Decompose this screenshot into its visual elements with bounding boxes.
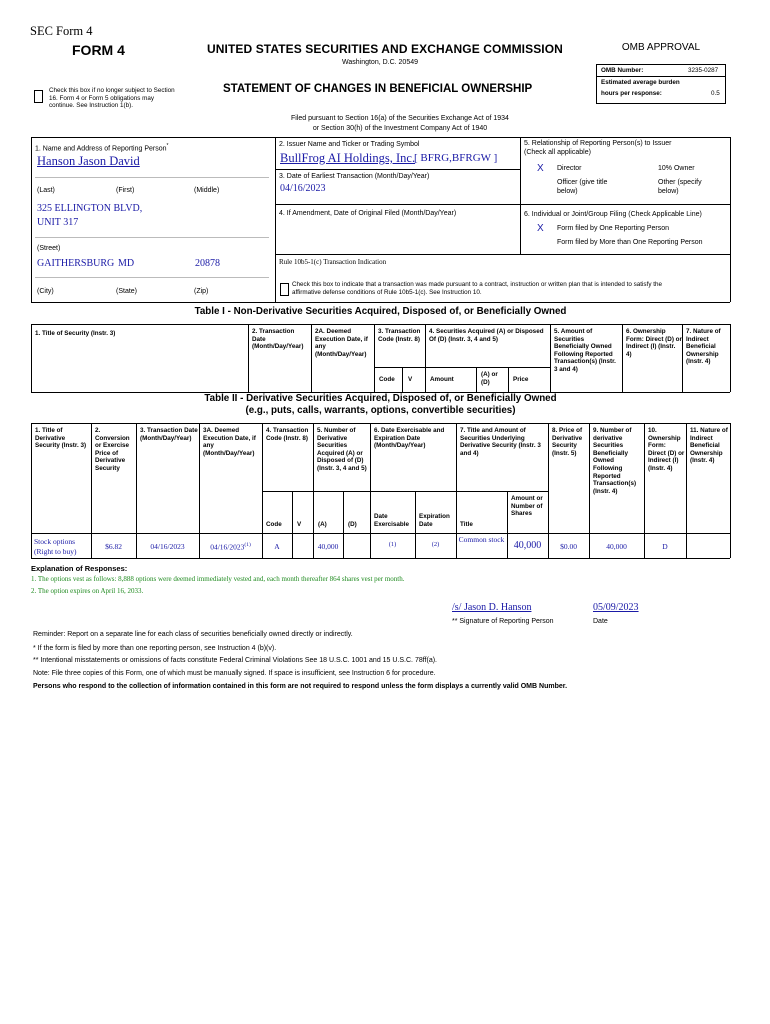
other-label-2: below) [658,187,679,195]
t2-a: (A) [318,521,327,528]
t2-h11: 11. Nature of Indirect Beneficial Ownership (Instr. 4) [690,427,728,465]
note-3: Note: File three copies of this Form, one of which must be manually signed. If space is insufficient, see Instruction 6 for procedure. [33,670,436,677]
table1-title: Table I - Non-Derivative Securities Acquired, Disposed of, or Beneficially Owned [194,306,567,317]
earliest-transaction-date: 04/16/2023 [280,183,326,194]
row-underlying-title: Common stock [458,535,505,544]
one-person-check[interactable]: X [537,223,544,234]
t2-h9: 9. Number of derivative Securities Beneficially Owned Following Reported Transaction(s) (Instr. 4) [593,427,637,495]
rule10b51-text-2: affirmative defense conditions of Rule 10b5-1(c). See Instruction 10. [292,288,482,296]
rule10b51-text [292,281,662,296]
t2-v: V [297,521,302,528]
street-line-2: UNIT 317 [37,217,79,228]
row-date-ex: (1) [388,541,397,548]
box6-label: 6. Individual or Joint/Group Filing (Check Applicable Line) [524,211,702,218]
agency-title: UNITED STATES SECURITIES AND EXCHANGE COMMISSION [207,42,563,56]
t1-h2a: 2A. Deemed Execution Date, if any (Month/Day/Year) [315,328,368,358]
box5-label-1: 5. Relationship of Reporting Person(s) to Issuer [524,140,672,147]
t2-d: (D) [348,521,357,528]
filed-pursuant-1: Filed pursuant to Section 16(a) of the Securities Exchange Act of 1934 [291,115,509,122]
street-label: (Street) [37,245,61,252]
t2-exp-date: Expiration Date [419,513,450,528]
note-2: ** Intentional misstatements or omissions of facts constitute Federal Criminal Violations See 18 U.S.C. 1001 and 15 U.S.C. 78ff(a). [33,657,437,664]
director-label: Director [557,165,582,172]
director-check[interactable]: X [537,163,544,174]
t2-h4: 4. Transaction Code (Instr. 8) [266,427,309,442]
last-label: (Last) [37,187,55,194]
signature-label: ** Signature of Reporting Person [452,618,554,625]
row-code: A [274,542,280,551]
t2-h6: 6. Date Exercisable and Expiration Date (Month/Day/Year) [374,427,445,450]
omb-burden-value: 0.5 [711,90,720,97]
officer-label [557,179,607,196]
t2-h3: 3. Transaction Date (Month/Day/Year) [140,427,198,442]
omb-number-label: OMB Number: [601,67,644,74]
row-acquired: 40,000 [317,542,339,551]
box5-label-2: (Check all applicable) [524,148,591,156]
date-label: Date [593,618,608,625]
filed-pursuant-2: or Section 30(h) of the Investment Company Act of 1940 [312,125,488,132]
issuer-name[interactable]: BullFrog AI Holdings, Inc. [280,151,416,165]
omb-title: OMB APPROVAL [621,42,701,53]
row-security: Stock options (Right to buy) [34,537,77,556]
section16-checkbox[interactable] [34,90,43,103]
row-deemed-date [199,542,262,552]
t2-h8: 8. Price of Derivative Security (Instr. 5) [552,427,583,457]
row-deemed-date-value: 04/16/2023 [210,542,245,552]
issuer-ticker: [ BFRG,BFRGW ] [414,152,498,164]
signature-date: 05/09/2023 [593,602,639,613]
t1-h6: 6. Ownership Form: Direct (D) or Indirect (I) (Instr. 4) [626,328,682,358]
state-value: MD [118,258,135,269]
box1-label [35,142,168,154]
t1-h5: 5. Amount of Securities Beneficially Owned Following Reported Transaction(s) (Instr. 3 and 4) [554,328,616,373]
t2-h1: 1. Title of Derivative Security (Instr. 3) [35,427,87,450]
row-ownership-form: D [662,542,668,551]
t2-h3a: 3A. Deemed Execution Date, if any (Month/Day/Year) [203,427,256,457]
footnote-1: 1. The options vest as follows: 8,888 options were deemed immediately vested and, each month thereafter 864 shares vest per month. [31,575,405,583]
t1-h3: 3. Transaction Code (Instr. 8) [378,328,421,343]
form-title: FORM 4 [72,42,125,58]
note-1: * If the form is filed by more than one reporting person, see Instruction 4 (b)(v). [33,645,277,652]
t1-aord: (A) or (D) [481,371,498,386]
one-person-label: Form filed by One Reporting Person [557,225,670,232]
zip-value: 20878 [195,258,220,269]
section16-text: Check this box if no longer subject to Section 16. Form 4 or Form 5 obligations may continue. See Instruction 1(b). [49,87,175,110]
table2-title-2: (e.g., puts, calls, warrants, options, convertible securities) [245,405,516,416]
box3-label: 3. Date of Earliest Transaction (Month/Day/Year) [279,173,430,180]
rule10b51-text-1: Check this box to indicate that a transaction was made pursuant to a contract, instruction or written plan that is intended to satisfy the [292,281,662,288]
other-label [658,179,702,196]
row-exp-date: (2) [431,541,440,548]
t1-h2: 2. Transaction Date (Month/Day/Year) [252,328,304,351]
filed-pursuant [200,114,600,134]
street-address [37,202,142,230]
box2-label: 2. Issuer Name and Ticker or Trading Symbol [279,141,420,148]
t2-code: Code [266,521,282,528]
t2-amount-shares: Amount or Number of Shares [511,495,543,518]
t2-h2: 2. Conversion or Exercise Price of Derivative Security [95,427,130,472]
officer-label-2: below) [557,187,578,195]
t1-amount: Amount [430,376,454,383]
more-persons-label: Form filed by More than One Reporting Person [557,239,703,246]
table2-title [31,393,730,417]
middle-label: (Middle) [194,187,220,194]
ten-pct-owner-label: 10% Owner [658,165,695,172]
rule10b51-checkbox[interactable] [280,283,289,296]
omb-burden-label-2: hours per response: [601,90,662,97]
t2-h7: 7. Title and Amount of Securities Underlying Derivative Security (Instr. 3 and 4) [460,427,541,457]
box1-star: * [166,143,169,149]
t1-v: V [408,376,413,383]
omb-approval [596,42,726,53]
agency-city: Washington, D.C. 20549 [342,59,419,66]
sec-form-label: SEC Form 4 [30,24,93,38]
first-label: (First) [116,187,135,194]
rule10b51-title: Rule 10b5-1(c) Transaction Indication [279,258,387,266]
t2-h10: 10. Ownership Form: Direct (D) or Indirect (I) (Instr. 4) [648,427,685,472]
row-conversion: $6.82 [105,542,122,551]
note-reminder: Reminder: Report on a separate line for each class of securities beneficially owned directly or indirectly. [33,631,353,638]
zip-label: (Zip) [194,288,209,295]
table2-title-1: Table II - Derivative Securities Acquired, Disposed of, or Beneficially Owned [204,393,557,404]
signature: /s/ Jason D. Hanson [452,602,532,613]
t2-title: Title [460,521,473,528]
state-label: (State) [116,288,138,295]
box4-label: 4. If Amendment, Date of Original Filed (Month/Day/Year) [279,210,457,217]
row-price: $0.00 [560,542,577,551]
t1-price: Price [513,376,529,383]
omb-burden-label-1: Estimated average burden [601,79,680,86]
t1-h4: 4. Securities Acquired (A) or Disposed Of (D) (Instr. 3, 4 and 5) [429,328,544,343]
t2-h5: 5. Number of Derivative Securities Acquired (A) or Disposed of (D) (Instr. 3, 4 and 5) [317,427,367,472]
row-deemed-footnote: (1) [244,542,251,548]
row-underlying-amount: 40,000 [513,540,542,551]
city-label: (City) [37,288,54,295]
city-value: GAITHERSBURG [37,258,115,269]
statement-title: STATEMENT OF CHANGES IN BENEFICIAL OWNERSHIP [223,83,533,95]
row-trans-date: 04/16/2023 [150,542,185,551]
row-owned-after: 40,000 [606,542,627,551]
footnote-2: 2. The option expires on April 16, 2033. [31,587,144,595]
t2-date-ex: Date Exercisable [374,513,410,528]
explanation-title: Explanation of Responses: [31,564,128,573]
officer-label-1: Officer (give title [557,179,608,186]
street-line-1: 325 ELLINGTON BLVD, [37,203,143,214]
t1-h1: 1. Title of Security (Instr. 3) [35,330,116,337]
note-persons: Persons who respond to the collection of information contained in this form are not required to respond unless the form displays a currently valid OMB Number. [33,683,568,690]
t1-code: Code [379,376,395,383]
box5-label [524,140,671,157]
other-label-1: Other (specify [658,179,702,186]
reporting-person-name[interactable]: Hanson Jason David [37,154,140,168]
t1-h7: 7. Nature of Indirect Beneficial Ownership (Instr. 4) [686,328,721,366]
box1-label-text: 1. Name and Address of Reporting Person [35,145,167,153]
omb-number-value: 3235-0287 [688,67,719,74]
